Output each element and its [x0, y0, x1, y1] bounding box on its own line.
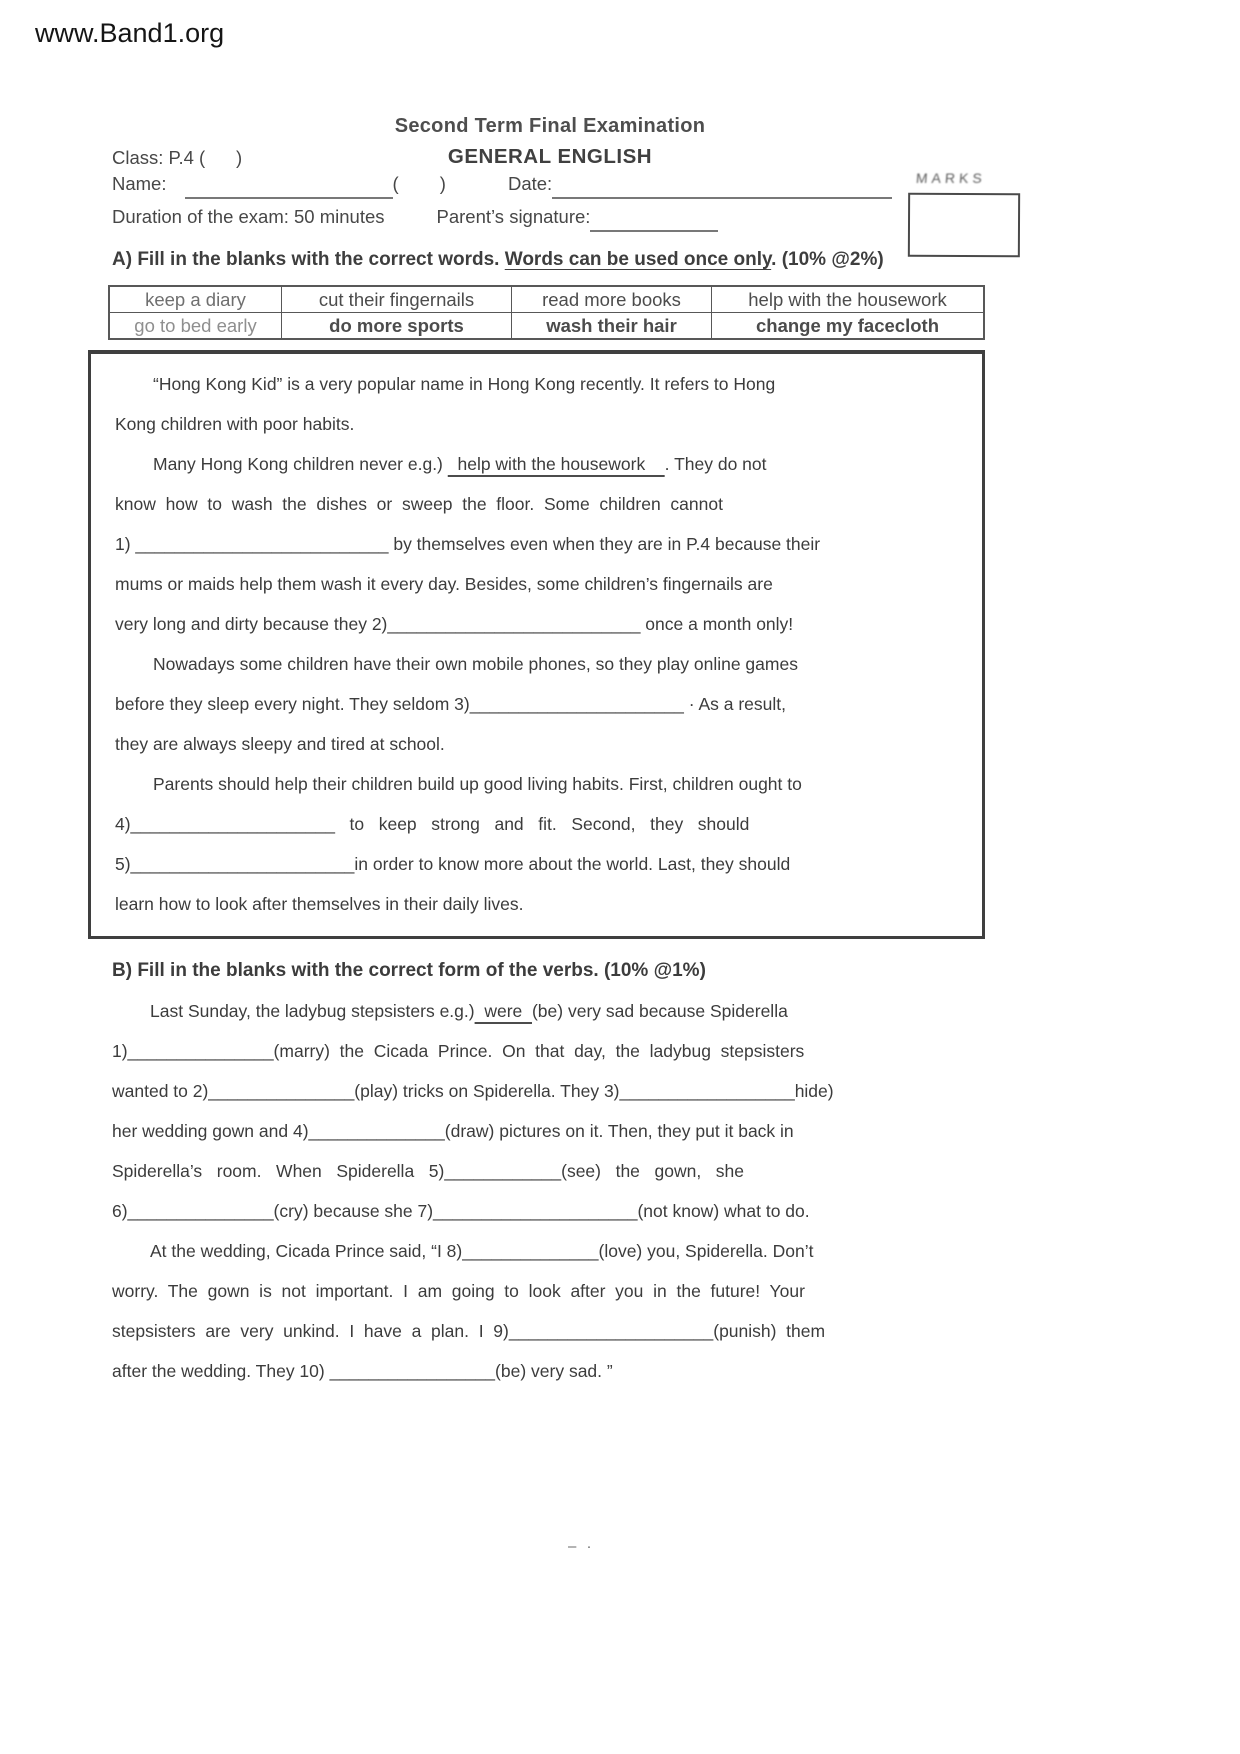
section-b-line-5 [112, 1151, 988, 1191]
section-a-line-11 [115, 764, 958, 804]
section-a-line-13 [115, 844, 958, 884]
word-bank-cell: go to bed early [110, 313, 282, 338]
subject-title: GENERAL ENGLISH [447, 145, 653, 168]
text-segment: worry. The gown is not important. I am going to look after you in the future! Your [112, 1281, 805, 1301]
text-segment: before they sleep every night. They seldom 3)______________________ · As a result, [115, 694, 786, 714]
text-segment: mums or maids help them wash it every day. Besides, some children’s fingernails are [115, 574, 773, 594]
section-a-heading-underlined: Words can be used once only [504, 249, 772, 270]
section-a-line-6 [115, 564, 958, 604]
text-segment: her wedding gown and 4)______________(draw) pictures on it. Then, they put it back in [112, 1121, 794, 1141]
section-b-heading: B) Fill in the blanks with the correct form of the verbs. (10% @1%) [112, 960, 706, 981]
section-a-line-3 [115, 444, 958, 484]
parent-signature-label: Parent’s signature: [436, 206, 591, 227]
duration-label: Duration of the exam: 50 minutes [112, 206, 385, 227]
text-segment: Kong children with poor habits. [115, 414, 355, 434]
word-bank-cell: keep a diary [110, 287, 282, 312]
section-a-line-1 [115, 364, 958, 404]
word-bank-row-2 [110, 312, 983, 338]
section-a-line-4 [115, 484, 958, 524]
page-artifact-mark: – · [568, 1538, 595, 1555]
text-segment: . They do not [664, 454, 767, 474]
word-bank-cell: cut their fingernails [282, 287, 512, 312]
date-blank-line [552, 177, 892, 199]
text-segment: Spiderella’s room. When Spiderella 5)____________(see) the gown, she [112, 1161, 744, 1181]
class-subject-row [112, 145, 988, 169]
class-field: Class: P.4 ( ) [112, 147, 243, 168]
section-a-passage-box [88, 350, 985, 939]
name-paren: ( ) [392, 173, 446, 194]
section-a-heading [112, 246, 910, 273]
section-a-line-8 [115, 644, 958, 684]
text-segment: Last Sunday, the ladybug stepsisters e.g.) [150, 1001, 475, 1021]
text-segment: Nowadays some children have their own mobile phones, so they play online games [153, 654, 798, 674]
signature-blank-line [590, 210, 718, 232]
text-segment: know how to wash the dishes or sweep the floor. Some children cannot [115, 494, 723, 514]
section-b-line-1 [112, 991, 988, 1031]
word-bank-cell: help with the housework [748, 289, 947, 310]
text-segment: At the wedding, Cicada Prince said, “I 8)______________(love) you, Spiderella. Don’t [150, 1241, 814, 1261]
text-segment: after the wedding. They 10) _________________(be) very sad. ” [112, 1361, 613, 1381]
section-b-line-3 [112, 1071, 988, 1111]
text-segment: “Hong Kong Kid” is a very popular name in Hong Kong recently. It refers to Hong [153, 374, 776, 394]
text-segment: they are always sleepy and tired at school. [115, 734, 445, 754]
exam-title: Second Term Final Examination [394, 115, 706, 137]
written-answer: were [474, 1001, 532, 1021]
section-b-line-6 [112, 1191, 988, 1231]
duration-signature-row [112, 202, 988, 232]
exam-paper-content [112, 112, 988, 1391]
name-blank-line [185, 177, 393, 199]
section-a-line-7 [115, 604, 958, 644]
text-segment: 1)_______________(marry) the Cicada Prince. On that day, the ladybug stepsisters [112, 1041, 805, 1061]
text-segment: learn how to look after themselves in their daily lives. [115, 894, 524, 914]
section-a-line-5 [115, 524, 958, 564]
text-segment: Many Hong Kong children never e.g.) [153, 454, 448, 474]
text-segment: 1) __________________________ by themselves even when they are in P.4 because their [115, 534, 821, 554]
word-bank-cell: read more books [512, 287, 712, 312]
word-bank-cell: change my facecloth [755, 315, 939, 336]
section-a-heading-prefix: A) Fill in the blanks with the correct words. [112, 249, 505, 270]
text-segment: stepsisters are very unkind. I have a plan. I 9)_____________________(punish) them [112, 1321, 826, 1341]
section-b-line-10 [112, 1351, 988, 1391]
section-b-line-9 [112, 1311, 988, 1351]
section-a-line-12 [115, 804, 958, 844]
text-segment: Parents should help their children build up good living habits. First, children ought to [153, 774, 802, 794]
section-a-line-10 [115, 724, 958, 764]
section-b-passage [112, 991, 988, 1391]
date-label: Date: [507, 173, 553, 194]
section-a-line-2 [115, 404, 958, 444]
text-segment: 6)_______________(cry) because she 7)_____________________(not know) what to do. [112, 1201, 810, 1221]
word-bank [108, 285, 985, 340]
word-bank-cell: wash their hair [512, 313, 712, 338]
text-segment: wanted to 2)_______________(play) tricks on Spiderella. They 3)__________________hide) [112, 1081, 834, 1101]
section-a-line-14 [115, 884, 958, 924]
text-segment: 5)_______________________in order to know more about the world. Last, they should [115, 854, 791, 874]
section-a-line-9 [115, 684, 958, 724]
marks-label: MARKS [915, 170, 987, 186]
written-answer: help with the housework [447, 454, 665, 474]
text-segment: (be) very sad because Spiderella [531, 1001, 788, 1021]
name-label: Name: [112, 173, 167, 194]
word-bank-row-1 [110, 287, 983, 312]
section-a-heading-suffix: . (10% @2%) [771, 249, 884, 270]
section-b-line-7 [112, 1231, 988, 1271]
text-segment: very long and dirty because they 2)__________________________ once a month only! [115, 614, 794, 634]
word-bank-cell: do more sports [282, 313, 512, 338]
section-b-line-2 [112, 1031, 988, 1071]
site-watermark: www.Band1.org [35, 18, 225, 48]
name-date-row [112, 169, 988, 199]
section-b-line-4 [112, 1111, 988, 1151]
text-segment: 4)_____________________ to keep strong and fit. Second, they should [115, 814, 750, 834]
section-b-line-8 [112, 1271, 988, 1311]
